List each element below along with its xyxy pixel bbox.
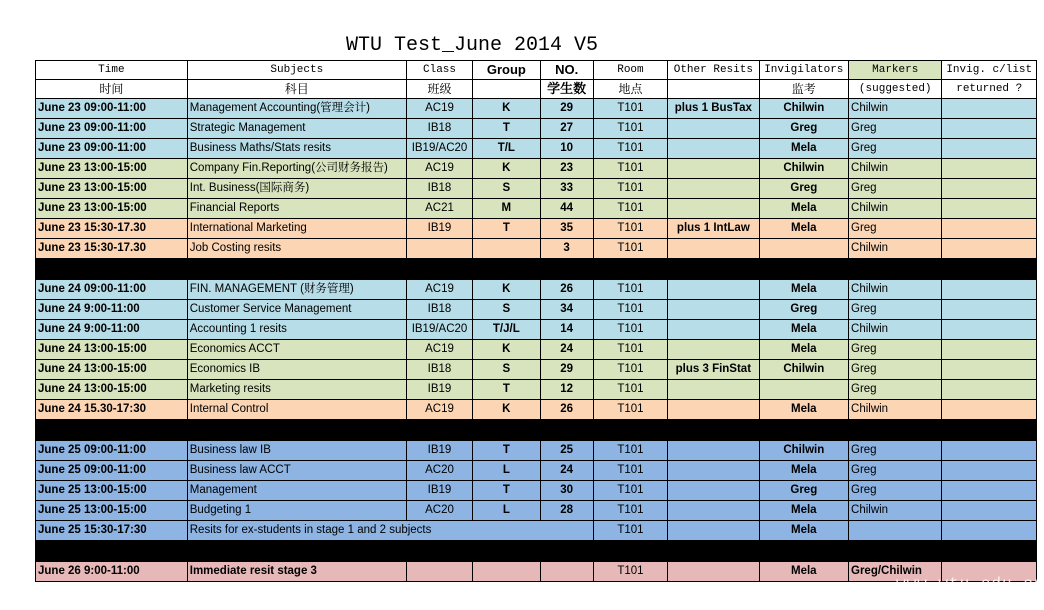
cell-group: T/L xyxy=(473,139,540,159)
cell-other-resits xyxy=(668,461,759,481)
cell-subject: Strategic Management xyxy=(187,119,406,139)
cell-room: T101 xyxy=(593,99,667,119)
cell-invigilator: Mela xyxy=(759,139,848,159)
cell-group: T xyxy=(473,380,540,400)
cell-group: K xyxy=(473,99,540,119)
table-row xyxy=(36,360,1037,380)
cell-student-count: 27 xyxy=(540,119,593,139)
cell-subject: FIN. MANAGEMENT (财务管理) xyxy=(187,280,406,300)
cell-returned xyxy=(942,461,1037,481)
cell-class: AC19 xyxy=(406,280,472,300)
cell-returned xyxy=(942,481,1037,501)
cell-subject: Job Costing resits xyxy=(187,239,406,259)
cell-marker: Greg xyxy=(849,441,942,461)
cell-invigilator: Chilwin xyxy=(759,159,848,179)
cell-subject: Business Maths/Stats resits xyxy=(187,139,406,159)
table-row xyxy=(36,380,1037,400)
cell-subject: Int. Business(国际商务) xyxy=(187,179,406,199)
header-class-cn: 班级 xyxy=(406,80,472,99)
cell-class: AC19 xyxy=(406,99,472,119)
cell-class: IB18 xyxy=(406,119,472,139)
table-row xyxy=(36,179,1037,199)
cell-subject: Budgeting 1 xyxy=(187,501,406,521)
cell-student-count: 24 xyxy=(540,340,593,360)
cell-class: IB18 xyxy=(406,360,472,380)
cell-group: K xyxy=(473,340,540,360)
header-group-cn xyxy=(473,80,540,99)
cell-other-resits xyxy=(668,441,759,461)
cell-student-count: 3 xyxy=(540,239,593,259)
cell-returned xyxy=(942,360,1037,380)
cell-room: T101 xyxy=(593,340,667,360)
cell-other-resits xyxy=(668,380,759,400)
cell-invigilator: Mela xyxy=(759,219,848,239)
cell-invigilator xyxy=(759,239,848,259)
cell-returned xyxy=(942,501,1037,521)
cell-class: IB19 xyxy=(406,219,472,239)
schedule-body xyxy=(36,61,1037,582)
cell-room: T101 xyxy=(593,320,667,340)
cell-returned xyxy=(942,219,1037,239)
table-row xyxy=(36,239,1037,259)
table-row xyxy=(36,562,1037,582)
cell-student-count: 14 xyxy=(540,320,593,340)
cell-group: M xyxy=(473,199,540,219)
cell-room: T101 xyxy=(593,239,667,259)
cell-other-resits xyxy=(668,481,759,501)
cell-marker: Chilwin xyxy=(849,159,942,179)
header-returned: returned ? xyxy=(942,80,1037,99)
cell-subject: Business law IB xyxy=(187,441,406,461)
cell-marker: Chilwin xyxy=(849,199,942,219)
cell-subject: Immediate resit stage 3 xyxy=(187,562,406,582)
cell-class: IB19 xyxy=(406,441,472,461)
cell-class: IB19/AC20 xyxy=(406,320,472,340)
header-subjects: Subjects xyxy=(187,61,406,80)
header-markers-suggested: (suggested) xyxy=(849,80,942,99)
cell-invigilator xyxy=(759,380,848,400)
cell-student-count: 12 xyxy=(540,380,593,400)
cell-marker: Chilwin xyxy=(849,320,942,340)
cell-time: June 23 09:00-11:00 xyxy=(36,119,188,139)
cell-room: T101 xyxy=(593,521,667,541)
cell-marker: Greg/Chilwin xyxy=(849,562,942,582)
day-separator-row xyxy=(36,259,1037,280)
watermark-text: www.wtu.edu.cn xyxy=(896,575,1044,593)
cell-other-resits xyxy=(668,119,759,139)
header-row-chinese xyxy=(36,80,1037,99)
header-no: NO. xyxy=(540,61,593,80)
cell-group: K xyxy=(473,400,540,420)
table-row xyxy=(36,280,1037,300)
cell-group: T xyxy=(473,481,540,501)
cell-invigilator: Mela xyxy=(759,461,848,481)
header-time-cn: 时间 xyxy=(36,80,188,99)
cell-class: AC20 xyxy=(406,501,472,521)
cell-marker: Chilwin xyxy=(849,280,942,300)
cell-time: June 23 09:00-11:00 xyxy=(36,99,188,119)
header-invigilators-cn: 监考 xyxy=(759,80,848,99)
cell-returned xyxy=(942,441,1037,461)
cell-returned xyxy=(942,139,1037,159)
separator-bar xyxy=(36,420,1037,441)
table-row xyxy=(36,501,1037,521)
cell-room: T101 xyxy=(593,159,667,179)
cell-student-count: 29 xyxy=(540,360,593,380)
separator-bar xyxy=(36,259,1037,280)
header-no-cn: 学生数 xyxy=(540,80,593,99)
cell-group: T xyxy=(473,441,540,461)
cell-invigilator: Greg xyxy=(759,481,848,501)
cell-time: June 24 9:00-11:00 xyxy=(36,300,188,320)
cell-time: June 23 13:00-15:00 xyxy=(36,199,188,219)
cell-invigilator: Mela xyxy=(759,199,848,219)
header-time: Time xyxy=(36,61,188,80)
cell-other-resits xyxy=(668,199,759,219)
cell-returned xyxy=(942,380,1037,400)
cell-room: T101 xyxy=(593,219,667,239)
cell-class: AC19 xyxy=(406,400,472,420)
table-row xyxy=(36,300,1037,320)
cell-returned xyxy=(942,521,1037,541)
cell-marker: Greg xyxy=(849,360,942,380)
cell-time: June 25 13:00-15:00 xyxy=(36,481,188,501)
cell-other-resits: plus 3 FinStat xyxy=(668,360,759,380)
cell-marker: Greg xyxy=(849,179,942,199)
cell-marker: Chilwin xyxy=(849,99,942,119)
cell-class: IB18 xyxy=(406,179,472,199)
cell-class xyxy=(406,239,472,259)
cell-marker: Greg xyxy=(849,300,942,320)
cell-subject: Management xyxy=(187,481,406,501)
day-separator-row xyxy=(36,541,1037,562)
cell-room: T101 xyxy=(593,139,667,159)
cell-subject: Accounting 1 resits xyxy=(187,320,406,340)
cell-returned xyxy=(942,400,1037,420)
cell-subject: Resits for ex-students in stage 1 and 2 subjects xyxy=(187,521,593,541)
cell-time: June 24 9:00-11:00 xyxy=(36,320,188,340)
header-invigilators: Invigilators xyxy=(759,61,848,80)
cell-returned xyxy=(942,280,1037,300)
cell-student-count: 24 xyxy=(540,461,593,481)
cell-room: T101 xyxy=(593,179,667,199)
table-row xyxy=(36,159,1037,179)
cell-room: T101 xyxy=(593,300,667,320)
cell-group: K xyxy=(473,280,540,300)
exam-schedule-table xyxy=(35,60,1037,582)
cell-time: June 25 09:00-11:00 xyxy=(36,441,188,461)
cell-returned xyxy=(942,239,1037,259)
cell-student-count: 34 xyxy=(540,300,593,320)
table-row xyxy=(36,99,1037,119)
cell-marker: Chilwin xyxy=(849,400,942,420)
cell-time: June 25 13:00-15:00 xyxy=(36,501,188,521)
cell-other-resits xyxy=(668,501,759,521)
header-markers: Markers xyxy=(849,61,942,80)
cell-room: T101 xyxy=(593,199,667,219)
cell-time: June 26 9:00-11:00 xyxy=(36,562,188,582)
cell-class: AC19 xyxy=(406,159,472,179)
cell-invigilator: Chilwin xyxy=(759,360,848,380)
cell-time: June 24 15.30-17:30 xyxy=(36,400,188,420)
cell-class: AC20 xyxy=(406,461,472,481)
cell-student-count: 10 xyxy=(540,139,593,159)
cell-returned xyxy=(942,179,1037,199)
cell-other-resits xyxy=(668,179,759,199)
cell-other-resits xyxy=(668,400,759,420)
cell-subject: Business law ACCT xyxy=(187,461,406,481)
cell-invigilator: Mela xyxy=(759,562,848,582)
cell-marker: Greg xyxy=(849,481,942,501)
cell-room: T101 xyxy=(593,562,667,582)
cell-returned xyxy=(942,199,1037,219)
cell-class: IB19/AC20 xyxy=(406,139,472,159)
cell-group: T xyxy=(473,119,540,139)
header-room: Room xyxy=(593,61,667,80)
cell-time: June 23 13:00-15:00 xyxy=(36,179,188,199)
cell-marker xyxy=(849,521,942,541)
cell-returned xyxy=(942,159,1037,179)
cell-other-resits xyxy=(668,340,759,360)
cell-subject: Company Fin.Reporting(公司财务报告) xyxy=(187,159,406,179)
cell-other-resits xyxy=(668,159,759,179)
cell-time: June 24 13:00-15:00 xyxy=(36,360,188,380)
cell-marker: Greg xyxy=(849,139,942,159)
cell-invigilator: Chilwin xyxy=(759,99,848,119)
cell-subject: Customer Service Management xyxy=(187,300,406,320)
cell-other-resits xyxy=(668,139,759,159)
cell-subject: Marketing resits xyxy=(187,380,406,400)
cell-returned xyxy=(942,300,1037,320)
cell-other-resits xyxy=(668,300,759,320)
cell-other-resits xyxy=(668,320,759,340)
day-separator-row xyxy=(36,420,1037,441)
cell-time: June 23 13:00-15:00 xyxy=(36,159,188,179)
cell-invigilator: Chilwin xyxy=(759,441,848,461)
cell-group xyxy=(473,562,540,582)
cell-group: L xyxy=(473,461,540,481)
cell-marker: Chilwin xyxy=(849,239,942,259)
cell-group: T xyxy=(473,219,540,239)
cell-group: T/J/L xyxy=(473,320,540,340)
cell-room: T101 xyxy=(593,400,667,420)
cell-invigilator: Greg xyxy=(759,119,848,139)
cell-invigilator: Mela xyxy=(759,320,848,340)
page-title: WTU Test_June 2014 V5 xyxy=(345,34,599,57)
cell-subject: Internal Control xyxy=(187,400,406,420)
header-row-english xyxy=(36,61,1037,80)
cell-class: IB19 xyxy=(406,481,472,501)
cell-group: S xyxy=(473,300,540,320)
cell-room: T101 xyxy=(593,280,667,300)
header-other-resits-cn xyxy=(668,80,759,99)
cell-invigilator: Mela xyxy=(759,340,848,360)
cell-student-count: 33 xyxy=(540,179,593,199)
cell-subject: Economics ACCT xyxy=(187,340,406,360)
table-row xyxy=(36,461,1037,481)
cell-time: June 23 15:30-17.30 xyxy=(36,219,188,239)
separator-bar xyxy=(36,541,1037,562)
cell-invigilator: Mela xyxy=(759,501,848,521)
cell-invigilator: Mela xyxy=(759,400,848,420)
table-row xyxy=(36,119,1037,139)
header-group: Group xyxy=(473,61,540,80)
cell-other-resits: plus 1 IntLaw xyxy=(668,219,759,239)
cell-room: T101 xyxy=(593,461,667,481)
cell-student-count: 28 xyxy=(540,501,593,521)
table-row xyxy=(36,219,1037,239)
cell-other-resits xyxy=(668,562,759,582)
cell-invigilator: Greg xyxy=(759,179,848,199)
table-row xyxy=(36,481,1037,501)
cell-room: T101 xyxy=(593,119,667,139)
cell-class: AC19 xyxy=(406,340,472,360)
cell-time: June 23 09:00-11:00 xyxy=(36,139,188,159)
cell-subject: Financial Reports xyxy=(187,199,406,219)
cell-marker: Greg xyxy=(849,461,942,481)
cell-time: June 24 13:00-15:00 xyxy=(36,340,188,360)
cell-marker: Greg xyxy=(849,380,942,400)
cell-subject: Management Accounting(管理会计) xyxy=(187,99,406,119)
table-row xyxy=(36,139,1037,159)
header-invig-clist: Invig. c/list xyxy=(942,61,1037,80)
cell-other-resits xyxy=(668,521,759,541)
cell-returned xyxy=(942,340,1037,360)
header-other-resits: Other Resits xyxy=(668,61,759,80)
cell-class: AC21 xyxy=(406,199,472,219)
cell-other-resits xyxy=(668,239,759,259)
cell-invigilator: Greg xyxy=(759,300,848,320)
cell-invigilator: Mela xyxy=(759,521,848,541)
table-row xyxy=(36,521,1037,541)
cell-student-count: 30 xyxy=(540,481,593,501)
cell-other-resits xyxy=(668,280,759,300)
cell-group: K xyxy=(473,159,540,179)
cell-marker: Greg xyxy=(849,119,942,139)
cell-room: T101 xyxy=(593,481,667,501)
cell-group xyxy=(473,239,540,259)
cell-invigilator: Mela xyxy=(759,280,848,300)
cell-returned xyxy=(942,320,1037,340)
table-row xyxy=(36,340,1037,360)
table-row xyxy=(36,199,1037,219)
cell-other-resits: plus 1 BusTax xyxy=(668,99,759,119)
table-row xyxy=(36,400,1037,420)
cell-student-count: 25 xyxy=(540,441,593,461)
cell-student-count: 29 xyxy=(540,99,593,119)
cell-student-count: 26 xyxy=(540,280,593,300)
cell-student-count: 26 xyxy=(540,400,593,420)
table-row xyxy=(36,441,1037,461)
cell-class xyxy=(406,562,472,582)
cell-marker: Greg xyxy=(849,219,942,239)
cell-group: S xyxy=(473,360,540,380)
cell-group: L xyxy=(473,501,540,521)
cell-room: T101 xyxy=(593,441,667,461)
cell-room: T101 xyxy=(593,380,667,400)
cell-class: IB19 xyxy=(406,380,472,400)
cell-returned xyxy=(942,99,1037,119)
cell-time: June 24 13:00-15:00 xyxy=(36,380,188,400)
table-row xyxy=(36,320,1037,340)
cell-marker: Chilwin xyxy=(849,501,942,521)
cell-room: T101 xyxy=(593,360,667,380)
cell-student-count: 35 xyxy=(540,219,593,239)
cell-student-count: 23 xyxy=(540,159,593,179)
cell-time: June 25 09:00-11:00 xyxy=(36,461,188,481)
cell-time: June 24 09:00-11:00 xyxy=(36,280,188,300)
cell-group: S xyxy=(473,179,540,199)
cell-time: June 25 15:30-17:30 xyxy=(36,521,188,541)
cell-subject: Economics IB xyxy=(187,360,406,380)
cell-time: June 23 15:30-17.30 xyxy=(36,239,188,259)
header-subjects-cn: 科目 xyxy=(187,80,406,99)
cell-student-count: 44 xyxy=(540,199,593,219)
cell-student-count xyxy=(540,562,593,582)
header-class: Class xyxy=(406,61,472,80)
cell-room: T101 xyxy=(593,501,667,521)
cell-marker: Greg xyxy=(849,340,942,360)
cell-subject: International Marketing xyxy=(187,219,406,239)
header-room-cn: 地点 xyxy=(593,80,667,99)
cell-returned xyxy=(942,119,1037,139)
cell-class: IB18 xyxy=(406,300,472,320)
